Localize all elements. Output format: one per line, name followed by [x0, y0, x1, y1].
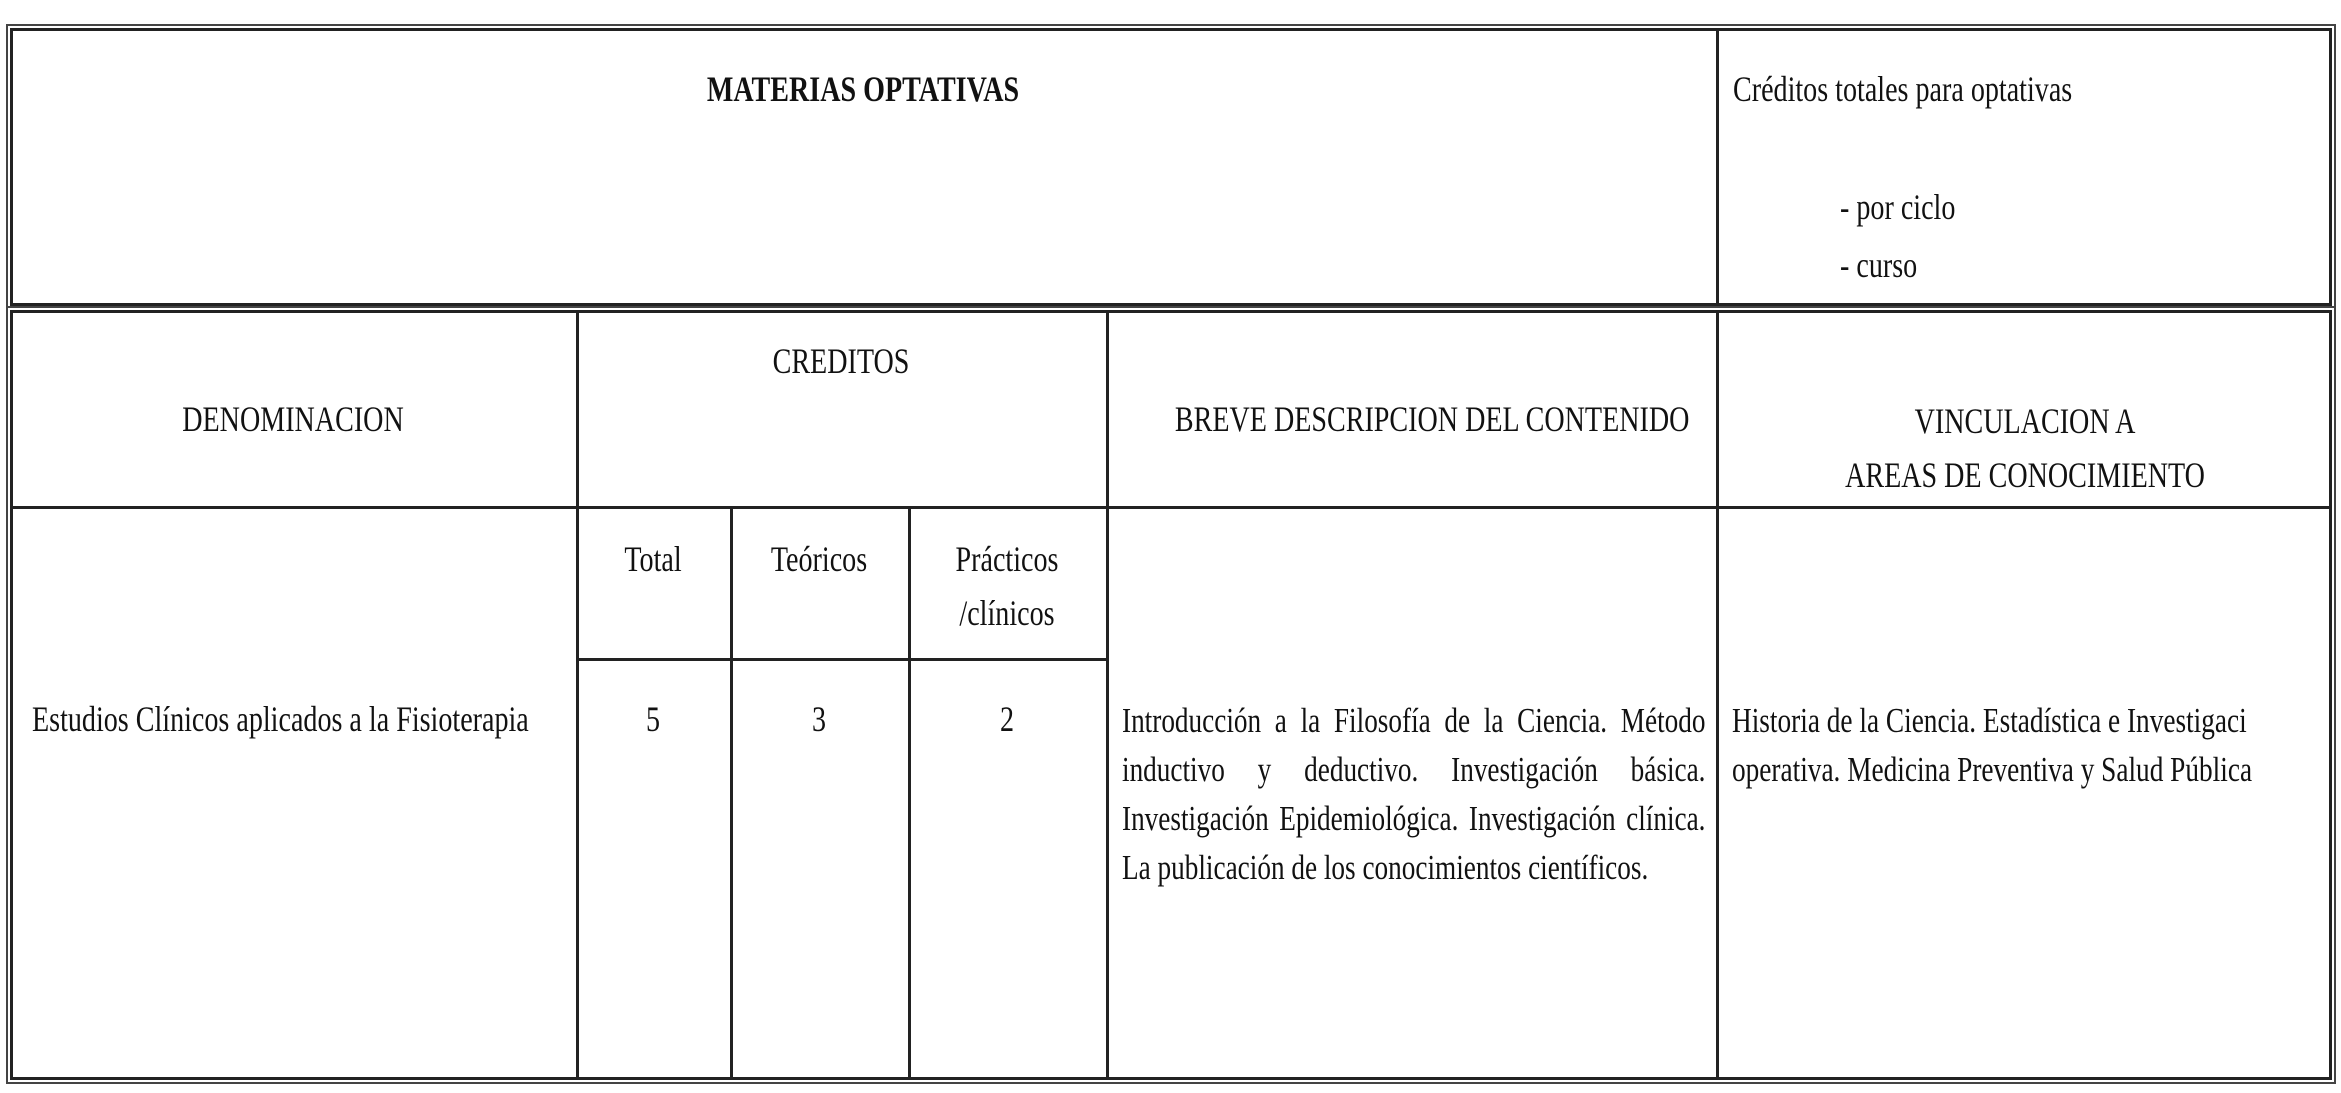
- col-divider-1: [576, 310, 579, 1080]
- knowledge-areas-line1: Historia de la Ciencia. Estadística e Investigaci: [1732, 701, 2247, 740]
- header-total: Total: [624, 539, 682, 579]
- content-description-text: Introducción a la Filosofía de la Ciencia. Método inductivo y deductivo. Investigación básica. Investigación Epidemiológica. Investigación clínica. La publicación de los conocimientos científicos.: [1122, 701, 1706, 887]
- header-descripcion: BREVE DESCRIPCION DEL CONTENIDO: [1174, 399, 1690, 439]
- header-vinculacion-line2: AREAS DE CONOCIMIENTO: [1845, 455, 2205, 495]
- col-divider-2: [730, 506, 733, 1080]
- header-vinculacion-line1: VINCULACION A: [1914, 401, 2136, 441]
- col-divider-5: [1716, 310, 1719, 1080]
- header-creditos: CREDITOS: [772, 341, 910, 381]
- header-divider: [1716, 28, 1719, 306]
- subject-name: Estudios Clínicos aplicados a la Fisioterapia: [32, 699, 529, 739]
- credits-item-curso: - curso: [1840, 245, 1918, 285]
- header-denominacion: DENOMINACION: [182, 399, 404, 439]
- col-divider-4: [1106, 310, 1109, 1080]
- table-header-divider: [10, 506, 2332, 509]
- credits-practicos-value: 2: [999, 699, 1015, 739]
- credits-total-label: Créditos totales para optativas: [1733, 69, 2073, 109]
- header-practicos-line2: /clínicos: [959, 593, 1055, 633]
- credits-item-ciclo: - por ciclo: [1840, 187, 1956, 227]
- credits-subheader-divider: [576, 658, 1106, 661]
- col-divider-3: [908, 506, 911, 1080]
- credits-teoricos-value: 3: [811, 699, 827, 739]
- document-page: [10, 28, 2332, 1080]
- knowledge-areas: [1732, 696, 2330, 806]
- knowledge-areas-line2: operativa. Medicina Preventiva y Salud Pública: [1732, 750, 2253, 789]
- header-teoricos: Teóricos: [770, 539, 868, 579]
- header-practicos-line1: Prácticos: [955, 539, 1059, 579]
- section-title: MATERIAS OPTATIVAS: [706, 69, 1020, 109]
- credits-total-value: 5: [645, 699, 661, 739]
- content-description: [1122, 696, 1706, 892]
